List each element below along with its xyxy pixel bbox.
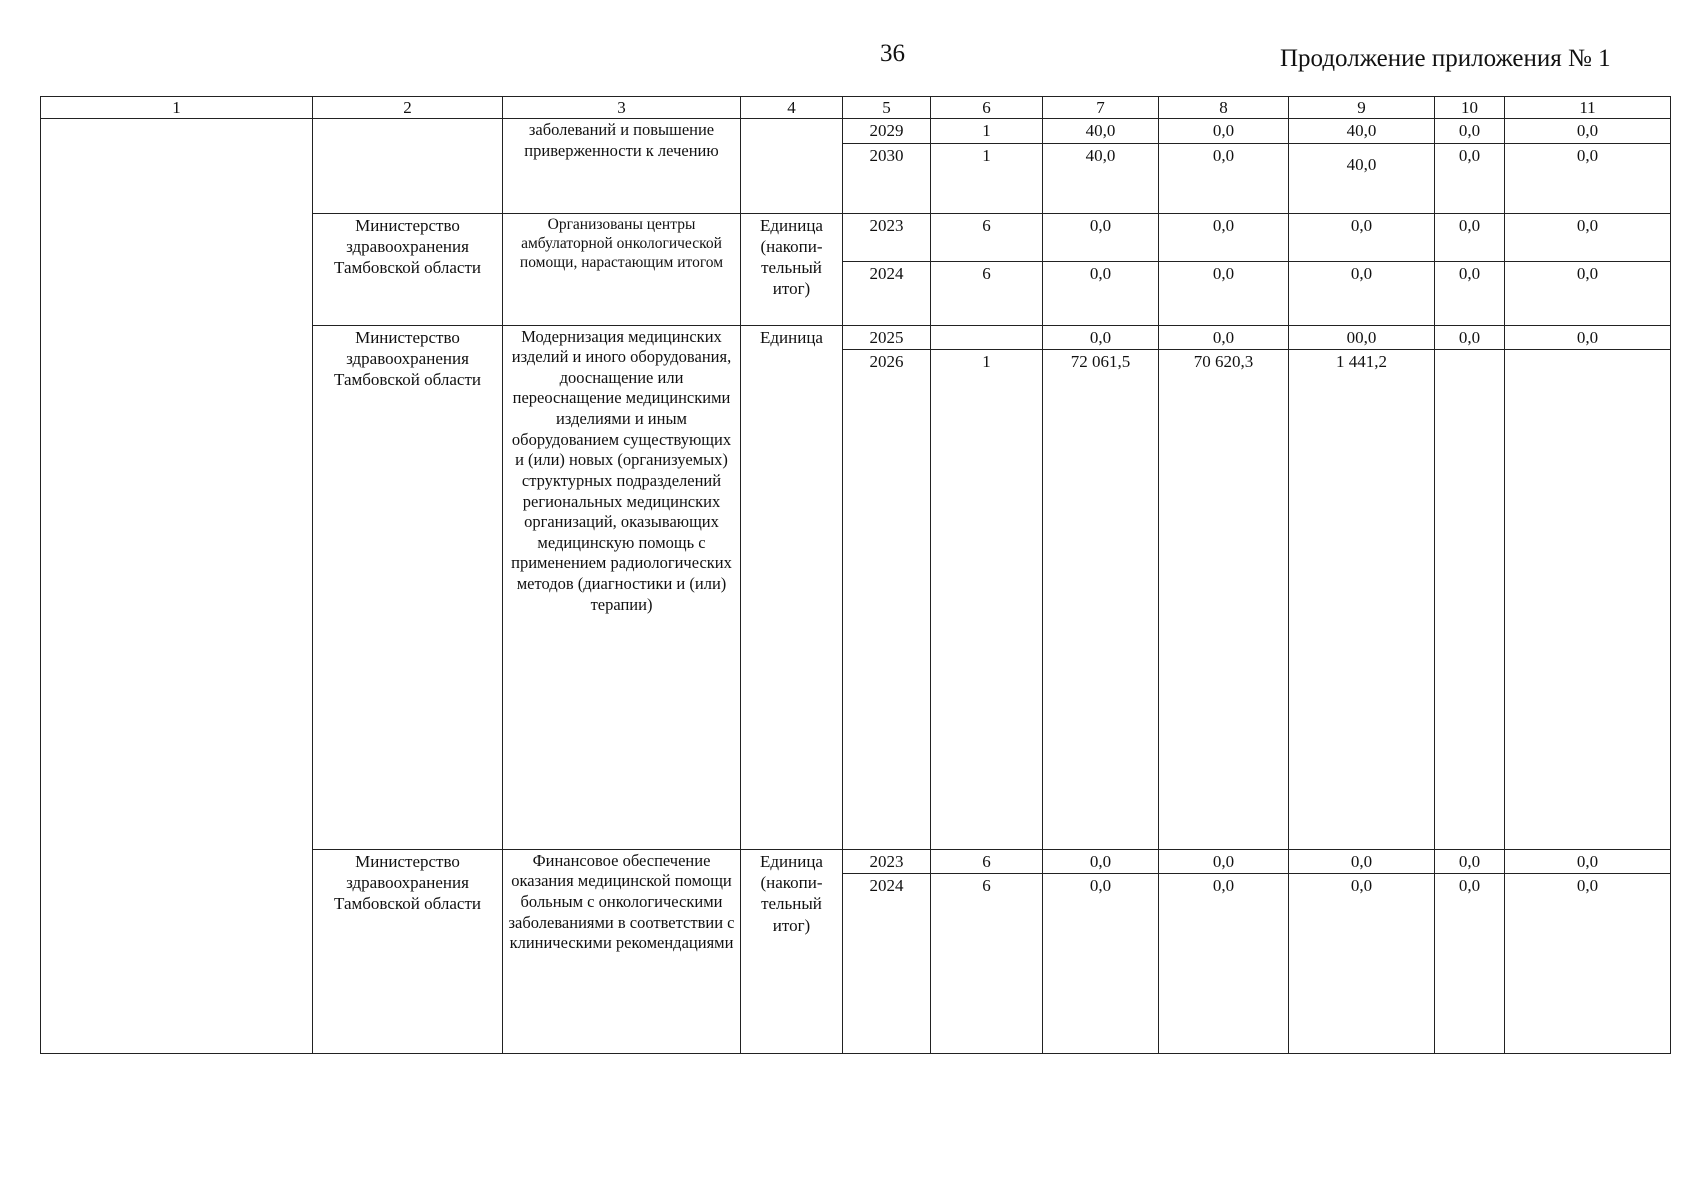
value-cell: 0,0 — [1159, 119, 1289, 143]
appendix-table — [40, 96, 1671, 1054]
value-cell — [1505, 349, 1671, 849]
value-cell: 0,0 — [1289, 874, 1435, 1054]
value-cell: 0,0 — [1289, 849, 1435, 873]
value-cell: 0,0 — [1435, 119, 1505, 143]
unit-cell: Единица (накопи-тельный итог) — [741, 213, 843, 325]
value-cell — [1435, 349, 1505, 849]
header-cell: 10 — [1435, 97, 1505, 119]
value-cell: 6 — [931, 849, 1043, 873]
header-cell: 8 — [1159, 97, 1289, 119]
value-cell: 0,0 — [1043, 325, 1159, 349]
value-cell: 0,0 — [1505, 325, 1671, 349]
responsible-cell — [313, 119, 503, 213]
page-number: 36 — [880, 40, 905, 67]
value-cell: 40,0 — [1289, 119, 1435, 143]
value-cell: 0,0 — [1505, 213, 1671, 261]
table-row — [41, 119, 1671, 143]
year-cell: 2023 — [843, 213, 931, 261]
header-cell: 3 — [503, 97, 741, 119]
header-cell: 5 — [843, 97, 931, 119]
value-cell: 0,0 — [1505, 849, 1671, 873]
value-cell — [931, 325, 1043, 349]
header-row — [41, 97, 1671, 119]
value-cell: 6 — [931, 213, 1043, 261]
header-cell: 1 — [41, 97, 313, 119]
result-description: заболеваний и повышение приверженности к лечению — [503, 119, 741, 213]
value-cell: 6 — [931, 261, 1043, 325]
value-cell: 0,0 — [1043, 261, 1159, 325]
header-cell: 9 — [1289, 97, 1435, 119]
year-cell: 2026 — [843, 349, 931, 849]
year-cell: 2024 — [843, 874, 931, 1054]
header-cell: 4 — [741, 97, 843, 119]
value-cell: 72 061,5 — [1043, 349, 1159, 849]
continuation-title: Продолжение приложения № 1 — [1280, 45, 1611, 72]
value-cell: 40,0 — [1043, 143, 1159, 213]
year-cell: 2023 — [843, 849, 931, 873]
column-1-cell — [41, 119, 313, 1054]
year-cell: 2030 — [843, 143, 931, 213]
value-cell: 0,0 — [1159, 874, 1289, 1054]
value-cell: 0,0 — [1505, 874, 1671, 1054]
header-cell: 7 — [1043, 97, 1159, 119]
value-cell: 0,0 — [1159, 143, 1289, 213]
value-cell: 0,0 — [1435, 325, 1505, 349]
value-cell: 0,0 — [1505, 119, 1671, 143]
value-cell: 0,0 — [1159, 849, 1289, 873]
unit-cell: Единица — [741, 325, 843, 849]
responsible-cell: Министерство здравоохранения Тамбовской области — [313, 849, 503, 1053]
value-cell: 0,0 — [1505, 143, 1671, 213]
value-cell: 0,0 — [1435, 143, 1505, 213]
value-cell: 6 — [931, 874, 1043, 1054]
value-cell: 0,0 — [1435, 849, 1505, 873]
unit-cell — [741, 119, 843, 213]
value-cell: 1 441,2 — [1289, 349, 1435, 849]
value-cell: 1 — [931, 119, 1043, 143]
result-description: Модернизация медицинских изделий и иного оборудования, дооснащение или переоснащение медицинскими изделиями и иным оборудованием существующих и (или) новых (организуемых) структурных подразделений региональных медицинских организаций, оказывающих медицинскую помощь с применением радиологических методов (диагностики и (или) терапии) — [503, 325, 741, 849]
year-cell: 2029 — [843, 119, 931, 143]
value-cell: 1 — [931, 349, 1043, 849]
responsible-cell: Министерство здравоохранения Тамбовской области — [313, 213, 503, 325]
header-cell: 2 — [313, 97, 503, 119]
value-cell: 0,0 — [1505, 261, 1671, 325]
value-cell: 0,0 — [1435, 213, 1505, 261]
header-cell: 6 — [931, 97, 1043, 119]
value-cell: 0,0 — [1435, 261, 1505, 325]
result-description: Финансовое обеспечение оказания медицинской помощи больным с онкологическими заболеваниями в соответствии с клиническими рекомендациями — [503, 849, 741, 1053]
year-cell: 2024 — [843, 261, 931, 325]
header-cell: 11 — [1505, 97, 1671, 119]
result-description: Организованы центры амбулаторной онкологической помощи, нарастающим итогом — [503, 213, 741, 325]
unit-cell: Единица (накопи-тельный итог) — [741, 849, 843, 1053]
value-cell: 0,0 — [1043, 874, 1159, 1054]
value-cell: 0,0 — [1289, 213, 1435, 261]
value-cell: 00,0 — [1289, 325, 1435, 349]
value-cell: 0,0 — [1159, 325, 1289, 349]
value-cell: 0,0 — [1043, 849, 1159, 873]
value-cell: 0,0 — [1435, 874, 1505, 1054]
value-cell: 0,0 — [1043, 213, 1159, 261]
value-cell: 70 620,3 — [1159, 349, 1289, 849]
value-cell: 0,0 — [1159, 261, 1289, 325]
value-cell: 40,0 — [1043, 119, 1159, 143]
value-cell: 1 — [931, 143, 1043, 213]
responsible-cell: Министерство здравоохранения Тамбовской области — [313, 325, 503, 849]
year-cell: 2025 — [843, 325, 931, 349]
value-cell: 0,0 — [1159, 213, 1289, 261]
value-cell: 0,0 — [1289, 261, 1435, 325]
value-cell: 40,0 — [1289, 143, 1435, 213]
